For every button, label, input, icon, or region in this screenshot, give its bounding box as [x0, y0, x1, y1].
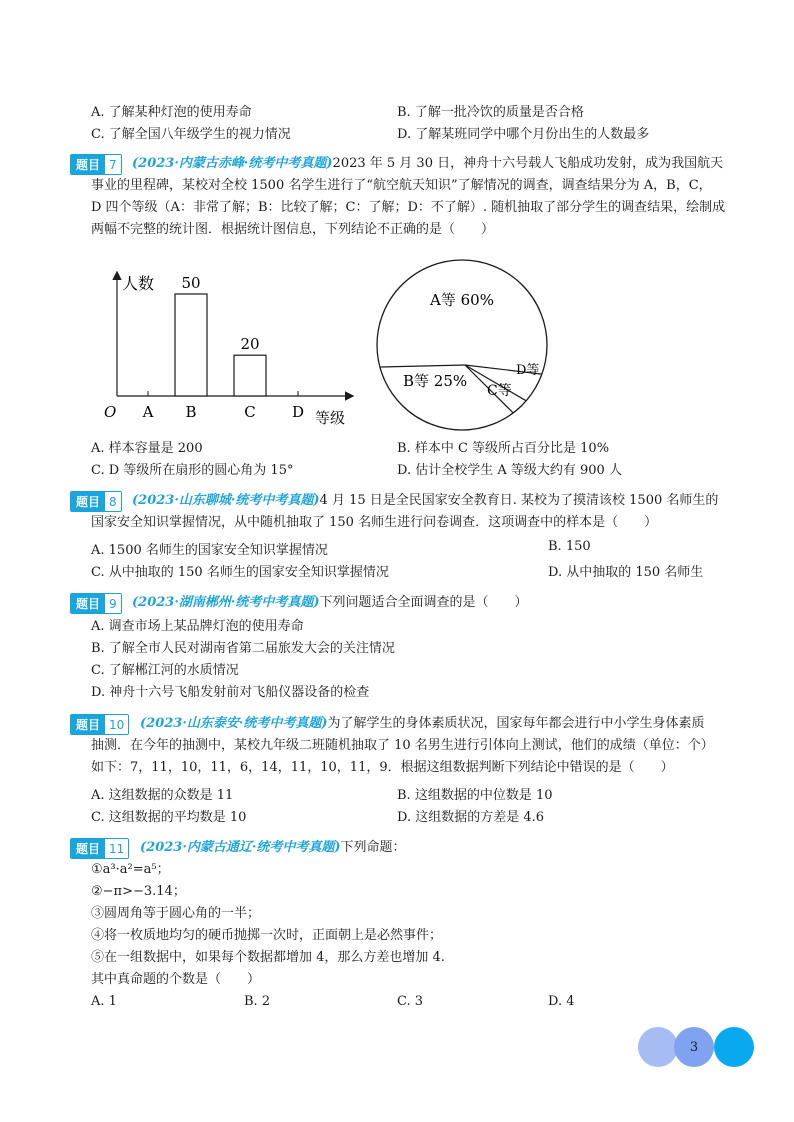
question-7-line2: 事业的里程碑，某校对全校 1500 名学生进行了“航空航天知识”了解情况的调查，调查结果分为 A，B，C， — [91, 178, 712, 193]
question-7-tag — [70, 154, 122, 175]
question-9-line1: 下列问题适合全面调查的是（ ） — [319, 595, 528, 610]
bar-value-label-C: 20 — [240, 335, 260, 354]
q8-option-d: D. 从中抽取的 150 名师生 — [548, 565, 704, 580]
q9-option-b: B. 了解全市人民对湖南省第二届旅发大会的关注情况 — [91, 641, 395, 656]
q11-proposition-1: ①a³·a²=a⁵； — [91, 862, 170, 877]
q9-option-d: D. 神舟十六号飞船发射前对飞船仪器设备的检查 — [91, 685, 370, 700]
q6-option-d: D. 了解某班同学中哪个月份出生的人数最多 — [397, 127, 650, 142]
x-axis-label: 等级 — [315, 409, 346, 427]
question-label: 题目 — [71, 839, 105, 858]
y-axis-label: 人数 — [122, 274, 155, 293]
origin-label: O — [104, 403, 117, 421]
page-decor-circle-left — [638, 1027, 678, 1067]
q11-option-a: A. 1 — [91, 994, 117, 1009]
question-8-header — [132, 491, 718, 511]
question-label: 题目 — [71, 594, 105, 613]
bar-C — [234, 355, 266, 396]
x-tick-label-D: D — [291, 403, 305, 421]
question-7-header — [132, 154, 723, 174]
question-10-header — [140, 714, 705, 734]
pie-chart — [370, 258, 555, 433]
question-7-line1: 2023 年 5 月 30 日，神舟十六号载人飞船成功发射，成为我国航天 — [332, 156, 724, 171]
question-number: 7 — [105, 155, 121, 174]
question-11-header — [140, 838, 406, 858]
pie-slice-label-0: A等 60% — [430, 291, 494, 309]
x-tick-label-A: A — [142, 403, 154, 421]
pie-slice-label-3: D等 — [516, 363, 540, 378]
question-number: 8 — [105, 492, 121, 511]
q11-option-b: B. 2 — [244, 994, 271, 1009]
x-tick-label-B: B — [185, 403, 197, 421]
q9-option-a: A. 调查市场上某品牌灯泡的使用寿命 — [91, 619, 304, 634]
pie-slice-label-2: C等 — [487, 383, 512, 399]
question-11-line1: 下列命题： — [340, 840, 406, 855]
question-number: 11 — [105, 839, 128, 858]
question-8-source: (2023·山东聊城·统考中考真题) — [132, 493, 320, 508]
question-8-line1: 4 月 15 日是全民国家安全教育日. 某校为了摸清该校 1500 名师生的 — [319, 493, 719, 508]
question-number: 9 — [105, 594, 121, 613]
q7-option-c: C. D 等级所在扇形的圆心角为 15° — [91, 463, 294, 478]
q8-option-c: C. 从中抽取的 150 名师生的国家安全知识掌握情况 — [91, 565, 389, 580]
question-10-line1: 为了解学生的身体素质状况，国家每年都会进行中小学生身体素质 — [327, 716, 705, 731]
question-7-line3: D 四个等级（A：非常了解；B：比较了解；C：了解；D：不了解）. 随机抽取了部分学生的调查结果，绘制成 — [91, 200, 726, 215]
question-7-source: (2023·内蒙古赤峰·统考中考真题) — [132, 156, 333, 171]
question-10-line3: 如下：7，11，10，11，6，14，11，10，11，9．根据这组数据判断下列结论中错误的是（ ） — [91, 760, 674, 775]
bar-B — [175, 294, 207, 396]
q10-option-c: C. 这组数据的平均数是 10 — [91, 810, 247, 825]
pie-outline — [377, 260, 547, 430]
question-label: 题目 — [71, 492, 105, 511]
q6-option-a: A. 了解某种灯泡的使用寿命 — [91, 105, 252, 120]
q11-option-c: C. 3 — [397, 994, 424, 1009]
q7-option-b: B. 样本中 C 等级所占百分比是 10% — [397, 441, 610, 456]
question-9-tag — [70, 593, 122, 614]
question-8-line2: 国家安全知识掌握情况，从中随机抽取了 150 名师生进行问卷调查．这项调查中的样本是（ ） — [91, 515, 658, 530]
question-10-line2: 抽测．在今年的抽测中，某校九年级二班随机抽取了 10 名男生进行引体向上测试，他们的成绩（单位：个） — [91, 738, 714, 753]
q11-proposition-4: ④将一枚质地均匀的硬币抛掷一次时，正面朝上是必然事件； — [91, 928, 443, 943]
question-label: 题目 — [71, 715, 105, 734]
q11-option-d: D. 4 — [548, 994, 575, 1009]
question-11-source: (2023·内蒙古通辽·统考中考真题) — [140, 840, 341, 855]
page-number: 3 — [674, 1027, 714, 1067]
q11-proposition-2: ②−π>−3.14； — [91, 884, 186, 899]
q11-ask: 其中真命题的个数是（ ） — [91, 972, 261, 987]
x-tick-label-C: C — [244, 403, 256, 421]
bar-chart — [90, 265, 365, 430]
bar-value-label-B: 50 — [181, 274, 201, 292]
question-10-source: (2023·山东泰安·统考中考真题) — [140, 716, 328, 731]
question-11-tag — [70, 838, 129, 859]
page-decor-circle-right — [714, 1027, 754, 1067]
q7-option-d: D. 估计全校学生 A 等级大约有 900 人 — [397, 463, 622, 478]
question-8-tag — [70, 491, 122, 512]
q8-option-b: B. 150 — [548, 539, 591, 554]
q11-proposition-3: ③圆周角等于圆心角的一半； — [91, 906, 261, 921]
question-10-tag — [70, 714, 129, 735]
q6-option-b: B. 了解一批冷饮的质量是否合格 — [397, 105, 584, 120]
pie-slice-label-1: B等 25% — [403, 372, 468, 390]
q6-option-c: C. 了解全国八年级学生的视力情况 — [91, 127, 291, 142]
q10-option-d: D. 这组数据的方差是 4.6 — [397, 810, 545, 825]
q10-option-a: A. 这组数据的众数是 11 — [91, 788, 234, 803]
q7-option-a: A. 样本容量是 200 — [91, 441, 203, 456]
q11-proposition-5: ⑤在一组数据中，如果每个数据都增加 4，那么方差也增加 4. — [91, 950, 445, 965]
q9-option-c: C. 了解郴江河的水质情况 — [91, 663, 239, 678]
question-number: 10 — [105, 715, 128, 734]
question-9-header — [132, 593, 528, 613]
question-7-line4: 两幅不完整的统计图．根据统计图信息，下列结论不正确的是（ ） — [91, 222, 495, 237]
q10-option-b: B. 这组数据的中位数是 10 — [397, 788, 553, 803]
q8-option-a: A. 1500 名师生的国家安全知识掌握情况 — [91, 543, 328, 558]
question-label: 题目 — [71, 155, 105, 174]
question-9-source: (2023·湖南郴州·统考中考真题) — [132, 595, 320, 610]
